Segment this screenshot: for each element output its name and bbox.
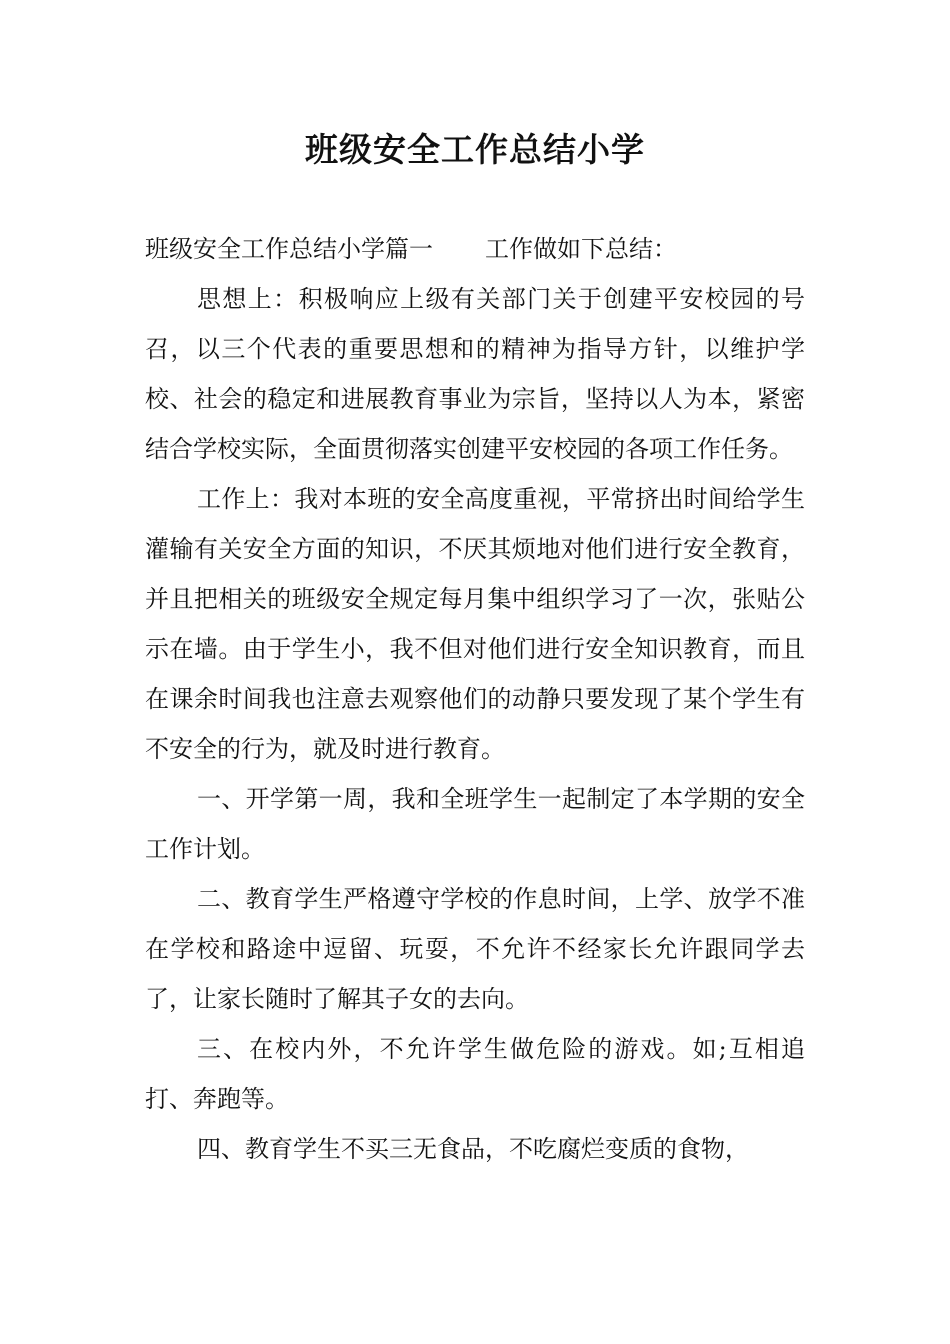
section-heading-left: 班级安全工作总结小学篇一 <box>145 235 433 263</box>
paragraph-item-1: 一、开学第一周，我和全班学生一起制定了本学期的安全工作计划。 <box>145 785 805 863</box>
paragraph-work: 工作上：我对本班的安全高度重视，平常挤出时间给学生灌输有关安全方面的知识，不厌其烦地对他们进行安全教育，并且把相关的班级安全规定每月集中组织学习了一次，张贴公示在墙。由于学生小，我不但对他们进行安全知识教育，而且在课余时间我也注意去观察他们的动静只要发现了某个学生有不安全的行为，就及时进行教育。 <box>145 485 805 763</box>
section-heading <box>145 224 805 274</box>
paragraph-item-3: 三、在校内外，不允许学生做危险的游戏。如;互相追打、奔跑等。 <box>145 1035 805 1113</box>
paragraph-thinking: 思想上：积极响应上级有关部门关于创建平安校园的号召，以三个代表的重要思想和的精神为指导方针，以维护学校、社会的稳定和进展教育事业为宗旨，坚持以人为本，紧密结合学校实际，全面贯彻落实创建平安校园的各项工作任务。 <box>145 285 805 463</box>
document-body <box>145 224 805 1174</box>
paragraph-item-4: 四、教育学生不买三无食品，不吃腐烂变质的食物， <box>197 1135 749 1163</box>
section-heading-right: 工作做如下总结： <box>485 235 677 263</box>
paragraph-item-2: 二、教育学生严格遵守学校的作息时间，上学、放学不准在学校和路途中逗留、玩耍，不允许不经家长允许跟同学去了，让家长随时了解其子女的去向。 <box>145 885 805 1013</box>
document-title: 班级安全工作总结小学 <box>305 130 645 169</box>
